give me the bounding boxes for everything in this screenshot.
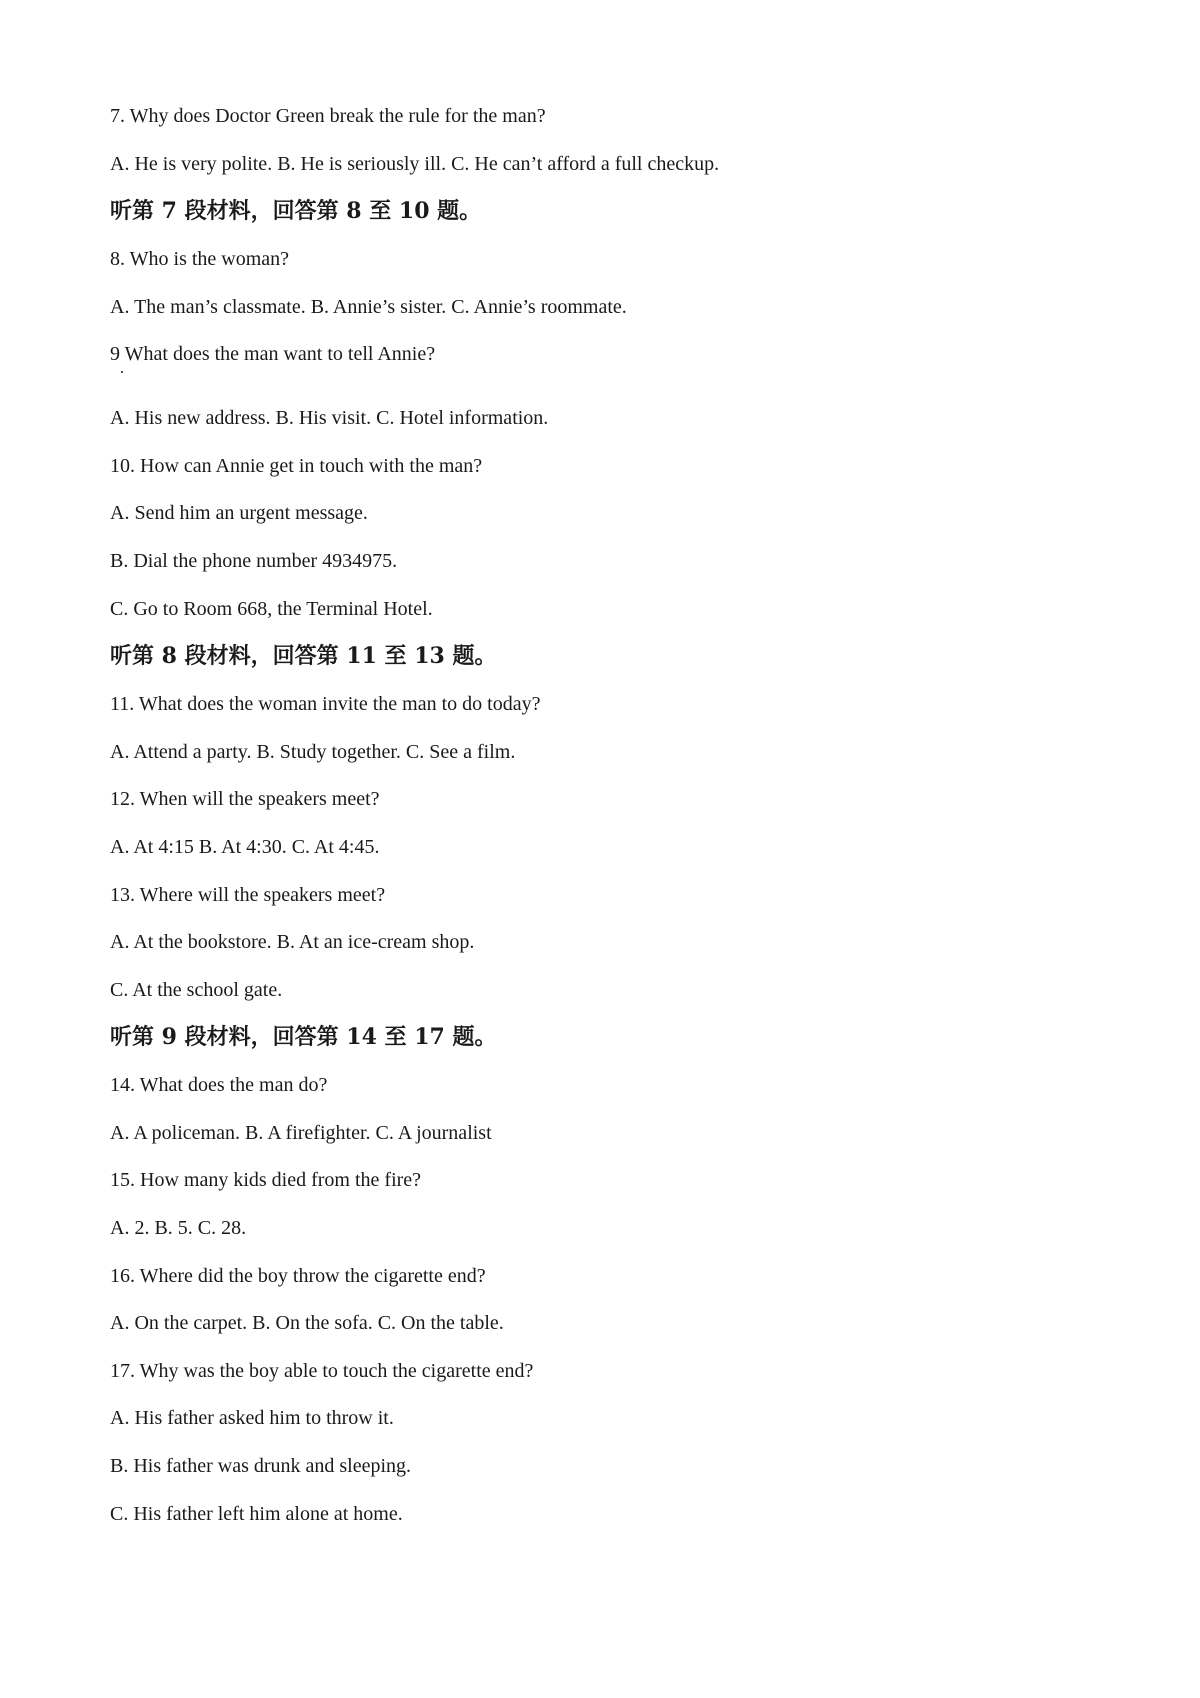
answer-option-13c: C. At the school gate.	[110, 979, 283, 1001]
question-9: 9 What does the man want to tell Annie?	[110, 343, 436, 365]
section-heading-9: 听第 9 段材料，回答第 14 至 17 题。	[110, 1024, 497, 1050]
question-7: 7. Why does Doctor Green break the rule for the man?	[110, 105, 546, 127]
answer-option-10a: A. Send him an urgent message.	[110, 502, 368, 524]
section-heading-7: 听第 7 段材料，回答第 8 至 10 题。	[110, 198, 482, 224]
question-15: 15. How many kids died from the fire?	[110, 1169, 422, 1191]
answer-option-17c: C. His father left him alone at home.	[110, 1503, 403, 1525]
question-14: 14. What does the man do?	[110, 1074, 328, 1096]
answer-options-8: A. The man’s classmate. B. Annie’s sister. C. Annie’s roommate.	[110, 296, 627, 318]
question-13: 13. Where will the speakers meet?	[110, 884, 386, 906]
answer-options-7: A. He is very polite. B. He is seriously ill. C. He can’t afford a full checkup.	[110, 153, 720, 175]
section-heading-8: 听第 8 段材料，回答第 11 至 13 题。	[110, 643, 497, 669]
answer-option-17a: A. His father asked him to throw it.	[110, 1407, 394, 1429]
question-12: 12. When will the speakers meet?	[110, 788, 380, 810]
answer-options-13ab: A. At the bookstore. B. At an ice-cream shop.	[110, 931, 475, 953]
answer-options-9: A. His new address. B. His visit. C. Hotel information.	[110, 407, 549, 429]
answer-options-15: A. 2. B. 5. C. 28.	[110, 1217, 247, 1239]
answer-options-11: A. Attend a party. B. Study together. C. See a film.	[110, 741, 516, 763]
stray-mark	[121, 371, 123, 373]
question-10: 10. How can Annie get in touch with the man?	[110, 455, 483, 477]
answer-options-16: A. On the carpet. B. On the sofa. C. On the table.	[110, 1312, 504, 1334]
answer-option-10c: C. Go to Room 668, the Terminal Hotel.	[110, 598, 433, 620]
question-8: 8. Who is the woman?	[110, 248, 290, 270]
answer-options-14: A. A policeman. B. A firefighter. C. A journalist	[110, 1122, 492, 1144]
question-11: 11. What does the woman invite the man to do today?	[110, 693, 541, 715]
answer-option-17b: B. His father was drunk and sleeping.	[110, 1455, 412, 1477]
question-17: 17. Why was the boy able to touch the cigarette end?	[110, 1360, 534, 1382]
answer-option-10b: B. Dial the phone number 4934975.	[110, 550, 398, 572]
answer-options-12: A. At 4:15 B. At 4:30. C. At 4:45.	[110, 836, 380, 858]
question-16: 16. Where did the boy throw the cigarette end?	[110, 1265, 486, 1287]
